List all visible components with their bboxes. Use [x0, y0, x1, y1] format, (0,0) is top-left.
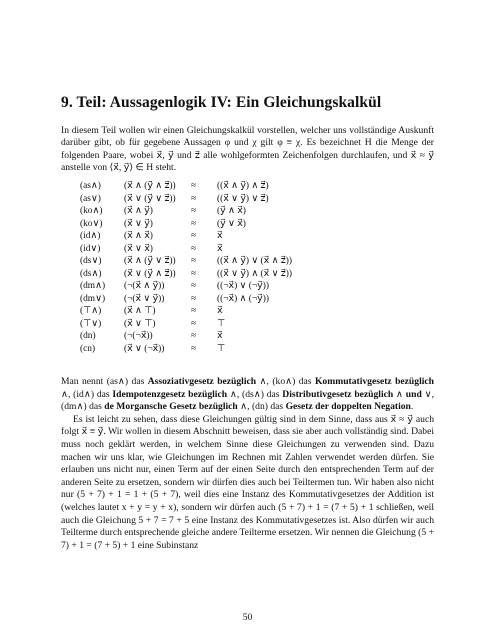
approx-sign: ≈: [191, 218, 197, 229]
section-title: 9. Teil: Aussagenlogik IV: Ein Gleichungskalkül: [61, 94, 382, 111]
equation-row: [80, 280, 292, 293]
law-rhs: ((x⃗ ∨ y⃗) ∨ z⃗): [217, 193, 269, 204]
definitions-paragraph: [61, 376, 434, 414]
equation-row: [80, 305, 292, 318]
equation-row: [80, 343, 292, 356]
law-name: (ds∧): [80, 268, 102, 279]
law-name: (id∨): [80, 243, 101, 254]
approx-sign: ≈: [191, 318, 197, 329]
law-name: (id∧): [80, 231, 101, 241]
equation-row: [80, 318, 292, 331]
law-lhs: (¬(¬x⃗)): [124, 331, 153, 341]
law-name: (⊤∧): [80, 306, 102, 316]
approx-sign: ≈: [191, 231, 197, 241]
law-rhs: (y⃗ ∨ x⃗): [217, 218, 246, 229]
law-lhs: (x⃗ ∨ y⃗): [124, 218, 153, 229]
text-run: ∧, (ds∧) das: [227, 388, 283, 400]
text-run: ∧: [393, 388, 406, 400]
approx-sign: ≈: [191, 206, 197, 216]
law-rhs: ⊤: [217, 343, 226, 354]
equation-row: [80, 230, 292, 243]
law-name: (dm∧): [80, 281, 106, 291]
law-rhs: x⃗: [217, 331, 223, 341]
text-run: ∨, (dm∧) das: [61, 388, 434, 413]
law-lhs: (x⃗ ∧ y⃗): [124, 206, 153, 216]
law-name: (ko∧): [80, 206, 103, 216]
law-name: (as∧): [80, 181, 101, 191]
law-lhs: (x⃗ ∧ ⊤): [124, 306, 156, 316]
equation-table: [80, 180, 292, 355]
law-rhs: ((x⃗ ∧ y⃗) ∧ z⃗): [217, 181, 269, 191]
law-lhs: (x⃗ ∧ x⃗): [124, 231, 153, 241]
law-rhs: x⃗: [217, 243, 223, 254]
law-lhs: (x⃗ ∧ (y⃗ ∨ z⃗)): [124, 256, 176, 266]
term-kommutativgesetz: Kommutativgesetz bezüglich: [314, 376, 434, 387]
term-und: und: [405, 388, 422, 400]
law-name: (ds∨): [80, 256, 102, 266]
law-rhs: ⊤: [217, 318, 226, 329]
text-run: .: [410, 401, 414, 413]
law-lhs: (x⃗ ∨ (y⃗ ∧ z⃗)): [124, 268, 176, 279]
law-name: (ko∨): [80, 218, 103, 229]
law-lhs: (x⃗ ∨ (y⃗ ∨ z⃗)): [124, 193, 176, 204]
approx-sign: ≈: [191, 281, 197, 291]
equation-row: [80, 293, 292, 306]
law-name: (as∨): [80, 193, 101, 204]
law-name: (dm∨): [80, 293, 106, 304]
law-rhs: ((¬x⃗) ∨ (¬y⃗)): [217, 281, 269, 291]
law-lhs: (x⃗ ∨ x⃗): [124, 243, 153, 254]
approx-sign: ≈: [191, 268, 197, 279]
law-rhs: (y⃗ ∧ x⃗): [217, 206, 246, 216]
equation-row: [80, 243, 292, 256]
term-doppelte-negation: Gesetz der doppelten Negation: [285, 401, 411, 413]
term-assoziativgesetz: Assoziativgesetz bezüglich: [147, 376, 257, 387]
approx-sign: ≈: [191, 181, 197, 191]
term-distributivgesetz: Distributivgesetz bezüglich: [282, 388, 394, 400]
law-rhs: ((¬x⃗) ∧ (¬y⃗)): [217, 293, 269, 304]
equation-row: [80, 268, 292, 281]
equation-row: [80, 218, 292, 231]
equation-row: [80, 193, 292, 206]
term-idempotenzgesetz: Idempotenzgesetz bezüglich: [112, 388, 228, 400]
law-name: (cn): [80, 343, 96, 354]
approx-sign: ≈: [191, 293, 197, 304]
approx-sign: ≈: [191, 193, 197, 204]
law-rhs: x⃗: [217, 231, 223, 241]
law-lhs: (¬(x⃗ ∧ y⃗)): [124, 281, 165, 291]
law-lhs: (x⃗ ∧ (y⃗ ∧ z⃗)): [124, 181, 176, 191]
text-run: ∧, (ko∧) das: [256, 376, 315, 387]
law-rhs: ((x⃗ ∧ y⃗) ∨ (x⃗ ∧ z⃗)): [217, 256, 292, 266]
approx-sign: ≈: [191, 306, 197, 316]
page-number: 50: [242, 612, 253, 623]
text-run: Man nennt (as∧) das: [61, 376, 148, 387]
approx-sign: ≈: [191, 256, 197, 266]
law-rhs: x⃗: [217, 306, 223, 316]
term-de-morgansche-gesetz: de Morgansche Gesetz bezüglich: [104, 401, 238, 413]
approx-sign: ≈: [191, 343, 197, 354]
approx-sign: ≈: [191, 243, 197, 254]
explanation-paragraph: Es ist leicht zu sehen, dass diese Gleichungen gültig sind in dem Sinne, dass aus x⃗ ≈ y⃗ auch folgt x⃗ ≡ y⃗. Wir wollen in diesem Abschnitt beweisen, dass sie aber auch vollständig sind. Dabei muss noch geklärt werden, in welchem Sinne diese Gleichungen zu verwenden sind. Dazu machen wir uns klar, wie Gleichungen im Rechnen mit Zahlen verwendet werden dürfen. Sie erlauben uns nicht nur, einen Term auf der einen Seite durch den entsprechenden Term auf der anderen Seite zu ersetzen, sondern wir dürfen dies auch bei Teiltermen tun. Wir haben also nicht nur (5 + 7) + 1 = 1 + (5 + 7), weil dies eine Instanz des Kommutativgesetzes der Addition ist (welches lautet x + y = y + x), sondern wir dürfen auch (5 + 7) + 1 = (7 + 5) + 1 schließen, weil auch die Gleichung 5 + 7 = 7 + 5 eine Instanz des Kommutativgesetzes ist. Also dürfen wir auch Teilterme durch entsprechende gleiche andere Teilterme ersetzen. Wir nennen die Gleichung (5 + 7) + 1 = (7 + 5) + 1 eine Subinstanz: [61, 413, 434, 551]
text-run: ∧, (dn) das: [237, 401, 286, 413]
equation-row: [80, 180, 292, 193]
law-name: (dn): [80, 331, 96, 341]
equation-row: [80, 205, 292, 218]
law-rhs: ((x⃗ ∨ y⃗) ∧ (x⃗ ∨ z⃗)): [217, 268, 292, 279]
body-text: [61, 376, 434, 552]
text-run: ∧, (id∧) das: [61, 388, 113, 400]
intro-paragraph: In diesem Teil wollen wir einen Gleichungskalkül vorstellen, welcher uns vollständige Auskunft darüber gibt, ob für gegebene Aussagen φ und χ gilt φ ≡ χ. Es bezeichnet H die Menge der folgenden Paare, wobei x⃗, y⃗ und z⃗ alle wohlgeformten Zeichenfolgen durchlaufen, und x⃗ ≈ y⃗ anstelle von ⟨x⃗, y⃗⟩ ∈ H steht.: [61, 125, 434, 174]
equation-row: [80, 255, 292, 268]
law-lhs: (x⃗ ∨ (¬x⃗)): [124, 343, 165, 354]
approx-sign: ≈: [191, 331, 197, 341]
law-lhs: (¬(x⃗ ∨ y⃗)): [124, 293, 165, 304]
law-name: (⊤∨): [80, 318, 102, 329]
law-lhs: (x⃗ ∨ ⊤): [124, 318, 156, 329]
equation-row: [80, 330, 292, 343]
